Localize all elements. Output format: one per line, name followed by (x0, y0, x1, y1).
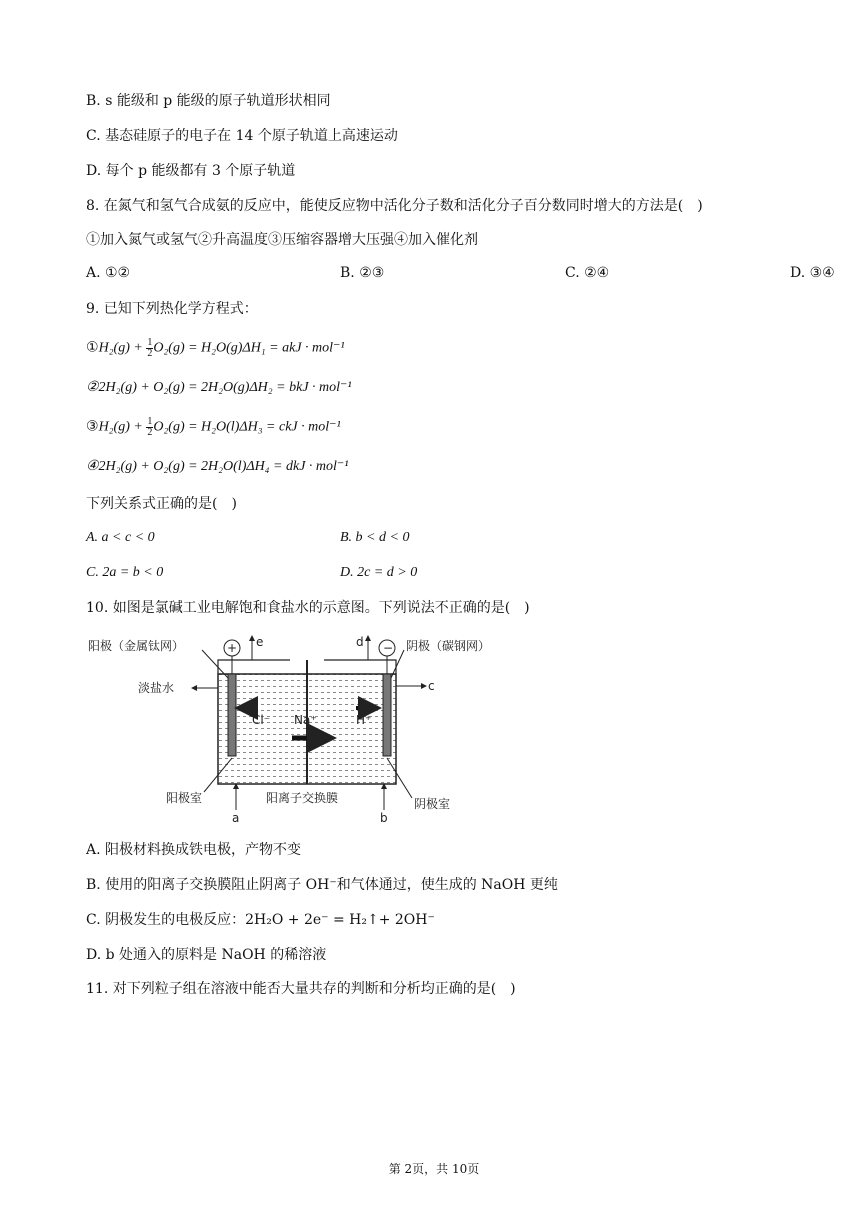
q8-items: ①加入氮气或氢气②升高温度③压缩容器增大压强④加入催化剂 (86, 232, 478, 248)
q9-option-d: D. 2c = d > 0 (340, 565, 418, 580)
q10-option-c: C. 阴极发生的电极反应：2H₂O + 2e⁻ = H₂↑+ 2OH⁻ (86, 912, 435, 928)
q9-option-c: C. 2a = b < 0 (86, 565, 164, 580)
chloride-ion: Cl⁻ (252, 713, 271, 727)
electrolysis-diagram (86, 630, 526, 830)
q8-option-b: B. ②③ (340, 265, 385, 281)
page-footer: 第 2页，共 10页 (388, 1162, 480, 1176)
svg-text:阴极室: 阴极室 (414, 797, 451, 811)
q9-option-a: A. a < c < 0 (86, 530, 155, 545)
q11-stem: 11. 对下列粒子组在溶液中能否大量共存的判断和分析均正确的是( ) (86, 981, 516, 997)
q10-option-a: A. 阳极材料换成铁电极，产物不变 (86, 842, 302, 858)
svg-text:a: a (232, 811, 240, 825)
q9-question: 下列关系式正确的是( ) (86, 496, 237, 512)
svg-text:阳极（金属钛网）: 阳极（金属钛网） (88, 639, 185, 653)
svg-text:c: c (428, 679, 435, 693)
q9-equation-3: ③H₂(g) + $\frac{1}{2}$ O₂(g) = H₂O(l)ΔH₃ = ckJ · mol⁻¹ (86, 416, 341, 438)
q9-equation-2: ②2H₂(g) + O₂(g) = 2H₂O(g)ΔH₂ = bkJ · mol⁻¹ (86, 380, 352, 395)
q7-option-b: B. s 能级和 p 能级的原子轨道形状相同 (86, 93, 331, 109)
fraction-one-half: $\frac{1}{2}$ (147, 337, 153, 359)
q9-option-b: B. b < d < 0 (340, 530, 410, 545)
svg-text:阴极（碳钢网）: 阴极（碳钢网） (406, 639, 491, 653)
q8-option-c: C. ②④ (565, 265, 610, 281)
q9-stem: 9. 已知下列热化学方程式： (86, 301, 258, 317)
q10-option-d: D. b 处通入的原料是 NaOH 的稀溶液 (86, 947, 327, 963)
cathode-electrode (383, 674, 391, 756)
svg-text:淡盐水: 淡盐水 (138, 681, 175, 695)
q8-stem: 8. 在氮气和氢气合成氨的反应中，能使反应物中活化分子数和活化分子百分数同时增大的方法是( ) (86, 198, 703, 214)
q8-option-d: D. ③④ (790, 265, 835, 281)
svg-text:b: b (380, 811, 388, 825)
svg-text:−: − (383, 641, 394, 655)
fraction-one-half: $\frac{1}{2}$ (147, 416, 153, 438)
sodium-ion: Na⁺ (294, 713, 317, 727)
q8-option-a: A. ①② (86, 265, 131, 281)
q10-option-b: B. 使用的阳离子交换膜阻止阴离子 OH⁻和气体通过，使生成的 NaOH 更纯 (86, 877, 558, 893)
svg-text:+: + (227, 641, 238, 655)
svg-text:阳极室: 阳极室 (166, 791, 203, 805)
svg-text:d: d (356, 635, 364, 649)
hydrogen-ion: H⁺ (356, 713, 372, 727)
q7-option-d: D. 每个 p 能级都有 3 个原子轨道 (86, 163, 296, 179)
q9-equation-4: ④2H₂(g) + O₂(g) = 2H₂O(l)ΔH₄ = dkJ · mol⁻¹ (86, 459, 349, 474)
q7-option-c: C. 基态硅原子的电子在 14 个原子轨道上高速运动 (86, 128, 398, 144)
svg-text:e: e (256, 635, 264, 649)
q10-stem: 10. 如图是氯碱工业电解饱和食盐水的示意图。下列说法不正确的是( ) (86, 600, 530, 616)
q9-equation-1: ①H₂(g) + $\frac{1}{2}$ O₂(g) = H₂O(g)ΔH₁ = akJ · mol⁻¹ (86, 337, 345, 359)
anode-electrode (228, 674, 236, 756)
svg-text:阳离子交换膜: 阳离子交换膜 (266, 791, 339, 805)
